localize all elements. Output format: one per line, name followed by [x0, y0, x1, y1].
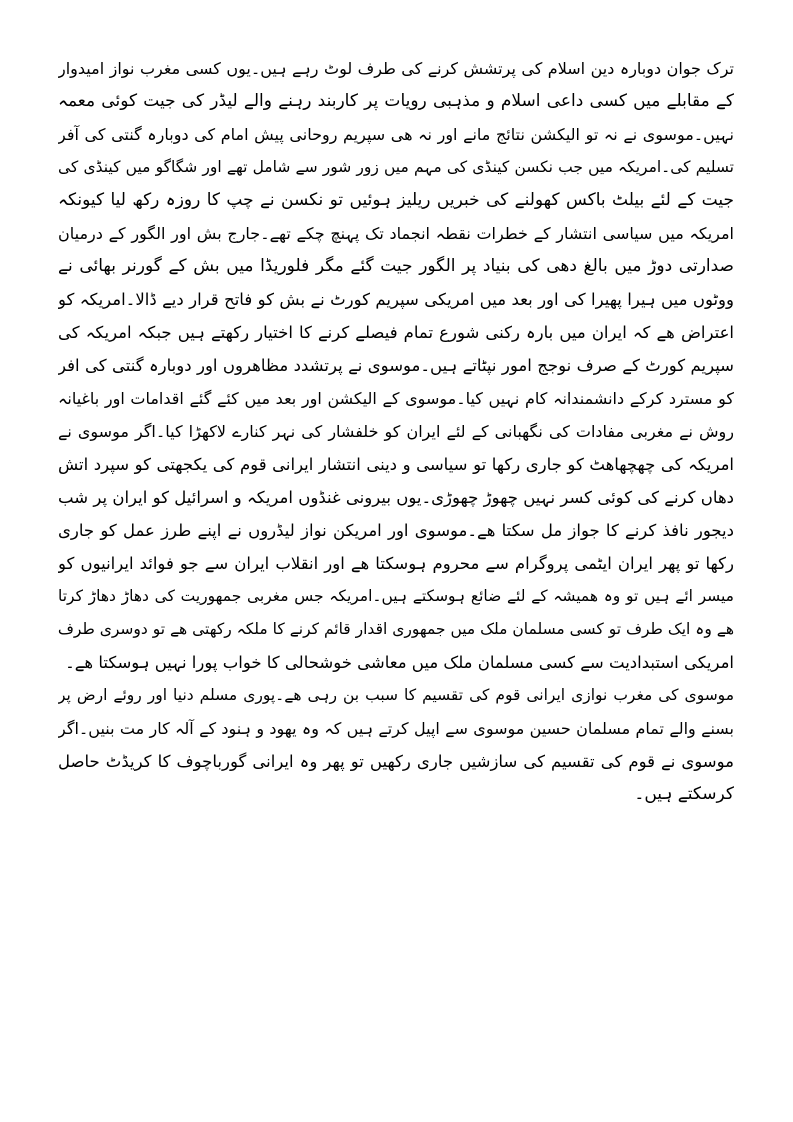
text-line-13: امریکہ کی چھچھاھٹ کو جاری رکھا تو سیاسی و دینی انتشار ایرانی قوم کی یکجھتی کو سپرد اتش	[58, 455, 734, 474]
text-line-2: کے مقابلے میں کسی داعی اسلام و مذہبی رویات پر کاربند رہنے والے لیڈر کی جیت کوئی معمہ	[58, 91, 734, 111]
text-line-7: صدارتی دوڑ میں بالغ دھی کی بنیاد پر الگور جیت گئے مگر فلوریڈا میں بش کے گورنر بھائی نے	[58, 256, 734, 276]
text-line-23: کرسکتے ہیں۔	[634, 784, 734, 804]
text-line-1: ترک جوان دوبارہ دین اسلام کی پرتشش کرنے کی طرف لوٹ رہے ہیں۔یوں کسی مغرب نواز امیدوار	[58, 59, 734, 78]
text-line-8: ووٹوں میں ہیرا پھیرا کی اور بعد میں امریکی سپریم کورٹ نے بش کو فاتح قرار دیے ڈالا۔امریکہ کو	[58, 290, 734, 309]
text-line-14: دھاں کرنے کی کوئی کسر نہیں چھوڑ چھوڑی۔یوں بیرونی غنڈوں امریکہ و اسرائیل کو ایران پر شب	[58, 488, 734, 507]
text-line-5: جیت کے لئے بیلٹ باکس کھولنے کی خبریں ریلیز ہوئیں تو نکسن نے چپ کا روزہ رکھ لیا کیونکہ	[58, 190, 734, 210]
text-line-20: موسوی کی مغرب نوازی ایرانی قوم کی تقسیم کا سبب بن رہی ھے۔پوری مسلم دنیا اور روئے ارض پر	[58, 686, 734, 704]
text-line-22: موسوی نے قوم کی تقسیم کی سازشیں جاری رکھیں تو پھر وہ ایرانی گورباچوف کا کریڈٹ حاصل	[58, 752, 734, 771]
text-line-15: دیجور نافذ کرنے کا جواز مل سکتا ھے۔موسوی اور امریکن نواز لیڈروں نے اپنے طرز عمل کو جاری	[58, 521, 734, 540]
text-line-21: بسنے والے تمام مسلمان حسین موسوی سے اپیل کرتے ہیں کہ وہ یھود و ہنود کے آلہ کار مت بنیں۔اگر	[58, 719, 734, 738]
text-line-17: میسر ائے ہیں تو وہ ھمیشہ کے لئے ضائع ہوسکتے ہیں۔امریکہ جس مغربی جمھوریت کی دھاڑ دھاڑ کرتا	[58, 587, 734, 605]
text-line-18: ھے وہ ایک طرف تو کسی مسلمان ملک میں جمھوری اقدار قائم کرنے کا ملکہ رکھتی ھے تو دوسری طرف	[58, 620, 734, 638]
text-line-10: سپریم کورٹ کے صرف نوجج امور نپٹاتے ہیں۔موسوی نے پرتشدد مظاھروں اور دوبارہ گنتی کی افر	[58, 356, 734, 375]
text-line-3: نہیں۔موسوی نے نہ تو الیکشن نتائج مانے اور نہ ھی سپریم روحانی پیش امام کی دوبارہ گنتی کی آفر	[58, 125, 734, 144]
text-line-4: تسلیم کی۔امریکہ میں جب نکسن کینڈی کی مہم میں زور شور سے شامل تھے اور شگاگو میں کینڈی کی	[58, 158, 734, 176]
text-line-6: امریکہ میں سیاسی انتشار کے خطرات نقطہ انجماد تک پہنچ چکے تھے۔جارج بش اور الگور کے درمیان	[58, 224, 734, 243]
text-line-11: کو مسترد کرکے دانشمندانہ کام نہیں کیا۔موسوی کے الیکشن اور بعد میں کئے گئے اقدامات اور باغیانہ	[58, 389, 734, 408]
text-line-16: رکھا تو پھر ایران ایٹمی پروگرام سے محروم ہوسکتا ھے اور انقلاب ایران سے جو فوائد ایرانیوں کو	[58, 554, 734, 573]
text-line-12: روش نے مغربی مفادات کی نگھبانی کے لئے ایران کو خلفشار کی نہر کنارے لاکھڑا کیا۔اگر موسوی نے	[58, 422, 734, 441]
text-line-9: اعتراض ھے کہ ایران میں بارہ رکنی شورع تمام فیصلے کرنے کا اختیار رکھتے ہیں جبکہ امریکہ کی	[58, 323, 734, 342]
article-body	[58, 52, 734, 811]
text-line-19: امریکی استبدادیت سے کسی مسلمان ملک میں معاشی خوشحالی کا خواب پورا نہیں ہوسکتا ھے۔	[65, 653, 734, 672]
